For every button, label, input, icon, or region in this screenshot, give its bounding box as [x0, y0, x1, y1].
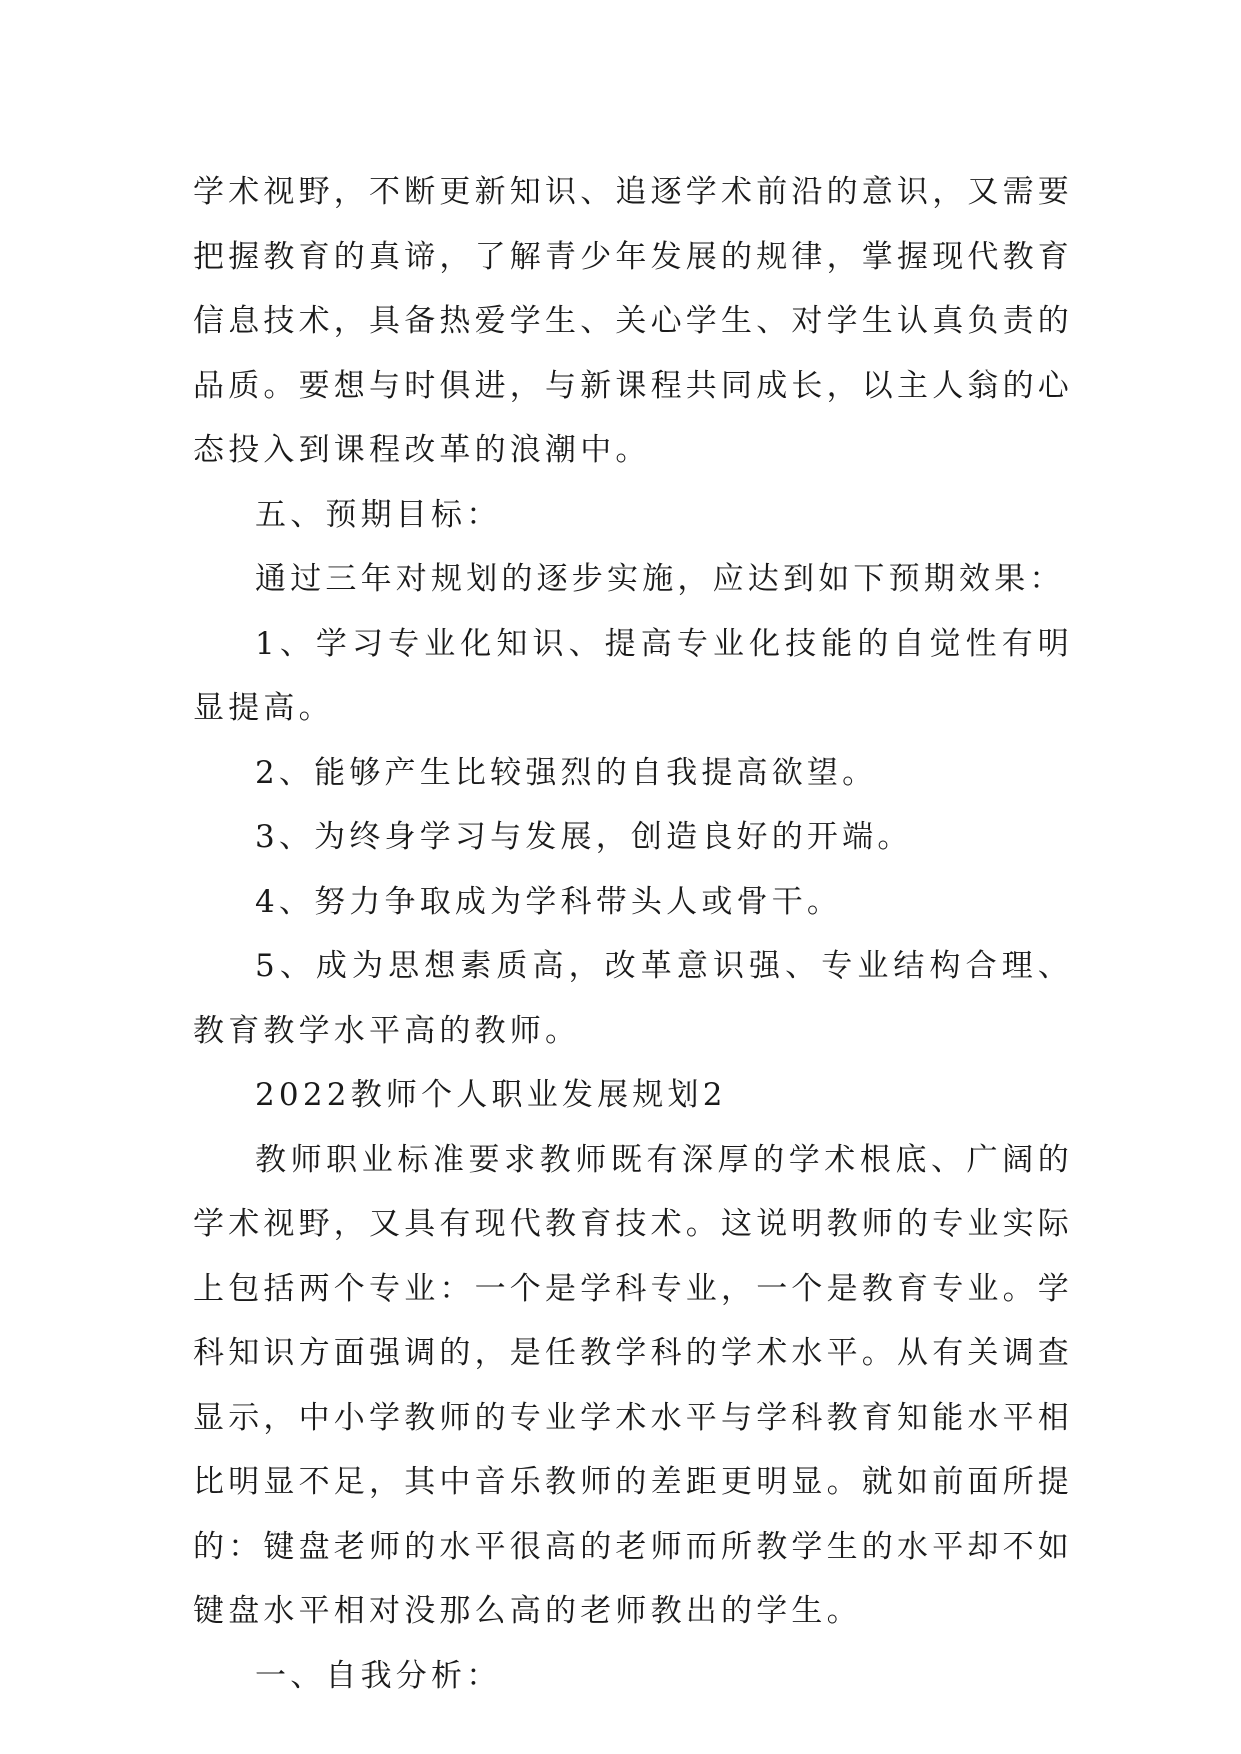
section-heading-expected-goals: 五、预期目标：	[255, 496, 502, 533]
paragraph-teacher-standards: 教师职业标准要求教师既有深厚的学术根底、广阔的学术视野，又具有现代教育技术。这说明教师的专业实际上包括两个专业：一个是学科专业，一个是教育专业。学科知识方面强调的，是任教学科的学术水平。从有关调查显示，中小学教师的专业学术水平与学科教育知能水平相比明显不足，其中音乐教师的差距更明显。就如前面所提的：键盘老师的水平很高的老师而所教学生的水平却不如键盘水平相对没那么高的老师教出的学生。	[193, 1141, 1073, 1629]
list-item-goal-1: 1、学习专业化知识、提高专业化技能的自觉性有明显提高。	[193, 625, 1073, 726]
section-heading-self-analysis: 一、自我分析：	[255, 1657, 502, 1694]
list-item-goal-4: 4、努力争取成为学科带头人或骨干。	[255, 883, 843, 920]
list-item-goal-2: 2、能够产生比较强烈的自我提高欲望。	[255, 754, 878, 791]
document-subtitle: 2022教师个人职业发展规划2	[255, 1077, 727, 1113]
paragraph-continuation: 学术视野，不断更新知识、追逐学术前沿的意识，又需要把握教育的真谛，了解青少年发展的规律，掌握现代教育信息技术，具备热爱学生、关心学生、对学生认真负责的品质。要想与时俱进，与新课程共同成长，以主人翁的心态投入到课程改革的浪潮中。	[193, 174, 1073, 468]
list-item-goal-3: 3、为终身学习与发展，创造良好的开端。	[255, 819, 913, 855]
paragraph-intro-goals: 通过三年对规划的逐步实施，应达到如下预期效果：	[255, 561, 1065, 597]
document-body	[193, 160, 1073, 1708]
list-item-goal-5: 5、成为思想素质高，改革意识强、专业结构合理、教育教学水平高的教师。	[193, 948, 1073, 1049]
